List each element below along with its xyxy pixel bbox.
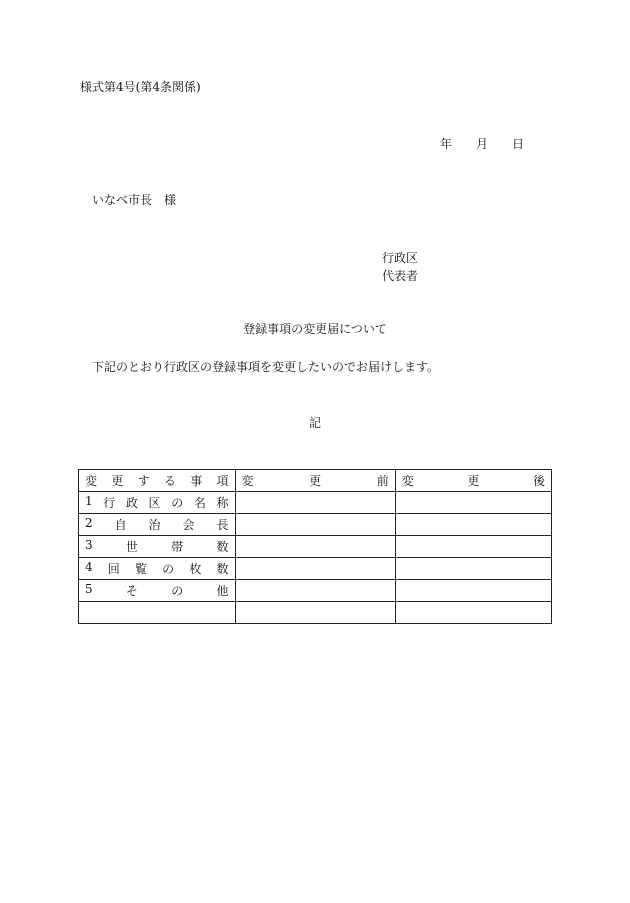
sender-representative: 代表者 (382, 269, 419, 283)
table-row (79, 558, 552, 580)
date-year: 年 (440, 137, 453, 151)
row-item-label: 4 回 覧 の 枚 数 (79, 558, 236, 580)
row-item-label: 5 そ の 他 (79, 580, 236, 602)
changes-table (78, 469, 552, 624)
row-after-cell[interactable] (395, 492, 551, 514)
document-title: 登録事項の変更届について (243, 322, 387, 336)
row-after-cell[interactable] (395, 580, 551, 602)
header-item: 変 更 す る 事 項 (79, 470, 236, 492)
date-month: 月 (476, 137, 489, 151)
date-line (440, 137, 548, 151)
row-before-cell[interactable] (235, 536, 395, 558)
sender-block (382, 249, 418, 285)
table-row (79, 492, 552, 514)
row-after-cell[interactable] (395, 514, 551, 536)
body-text: 下記のとおり行政区の登録事項を変更したいのでお届けします。 (92, 360, 440, 374)
row-before-cell[interactable] (235, 580, 395, 602)
row-item-label: 2 自 治 会 長 (79, 514, 236, 536)
row-after-cell[interactable] (395, 558, 551, 580)
table-header-row (79, 470, 552, 492)
table-row (79, 602, 552, 624)
row-after-cell[interactable] (395, 602, 551, 624)
table-row (79, 580, 552, 602)
header-after: 変 更 後 (395, 470, 551, 492)
row-item-label: 3 世 帯 数 (79, 536, 236, 558)
row-before-cell[interactable] (235, 558, 395, 580)
row-before-cell[interactable] (235, 492, 395, 514)
date-day: 日 (512, 137, 525, 151)
addressee: いなべ市長 様 (92, 193, 177, 207)
header-before: 変 更 前 (235, 470, 395, 492)
form-number: 様式第4号(第4条関係) (80, 80, 201, 94)
row-after-cell[interactable] (395, 536, 551, 558)
row-before-cell[interactable] (235, 602, 395, 624)
row-item-label: 1 行 政 区 の 名 称 (79, 492, 236, 514)
table-row (79, 514, 552, 536)
table-row (79, 536, 552, 558)
ki-heading: 記 (308, 416, 321, 430)
row-before-cell[interactable] (235, 514, 395, 536)
sender-district: 行政区 (382, 251, 419, 265)
row-item-label[interactable] (79, 602, 236, 624)
